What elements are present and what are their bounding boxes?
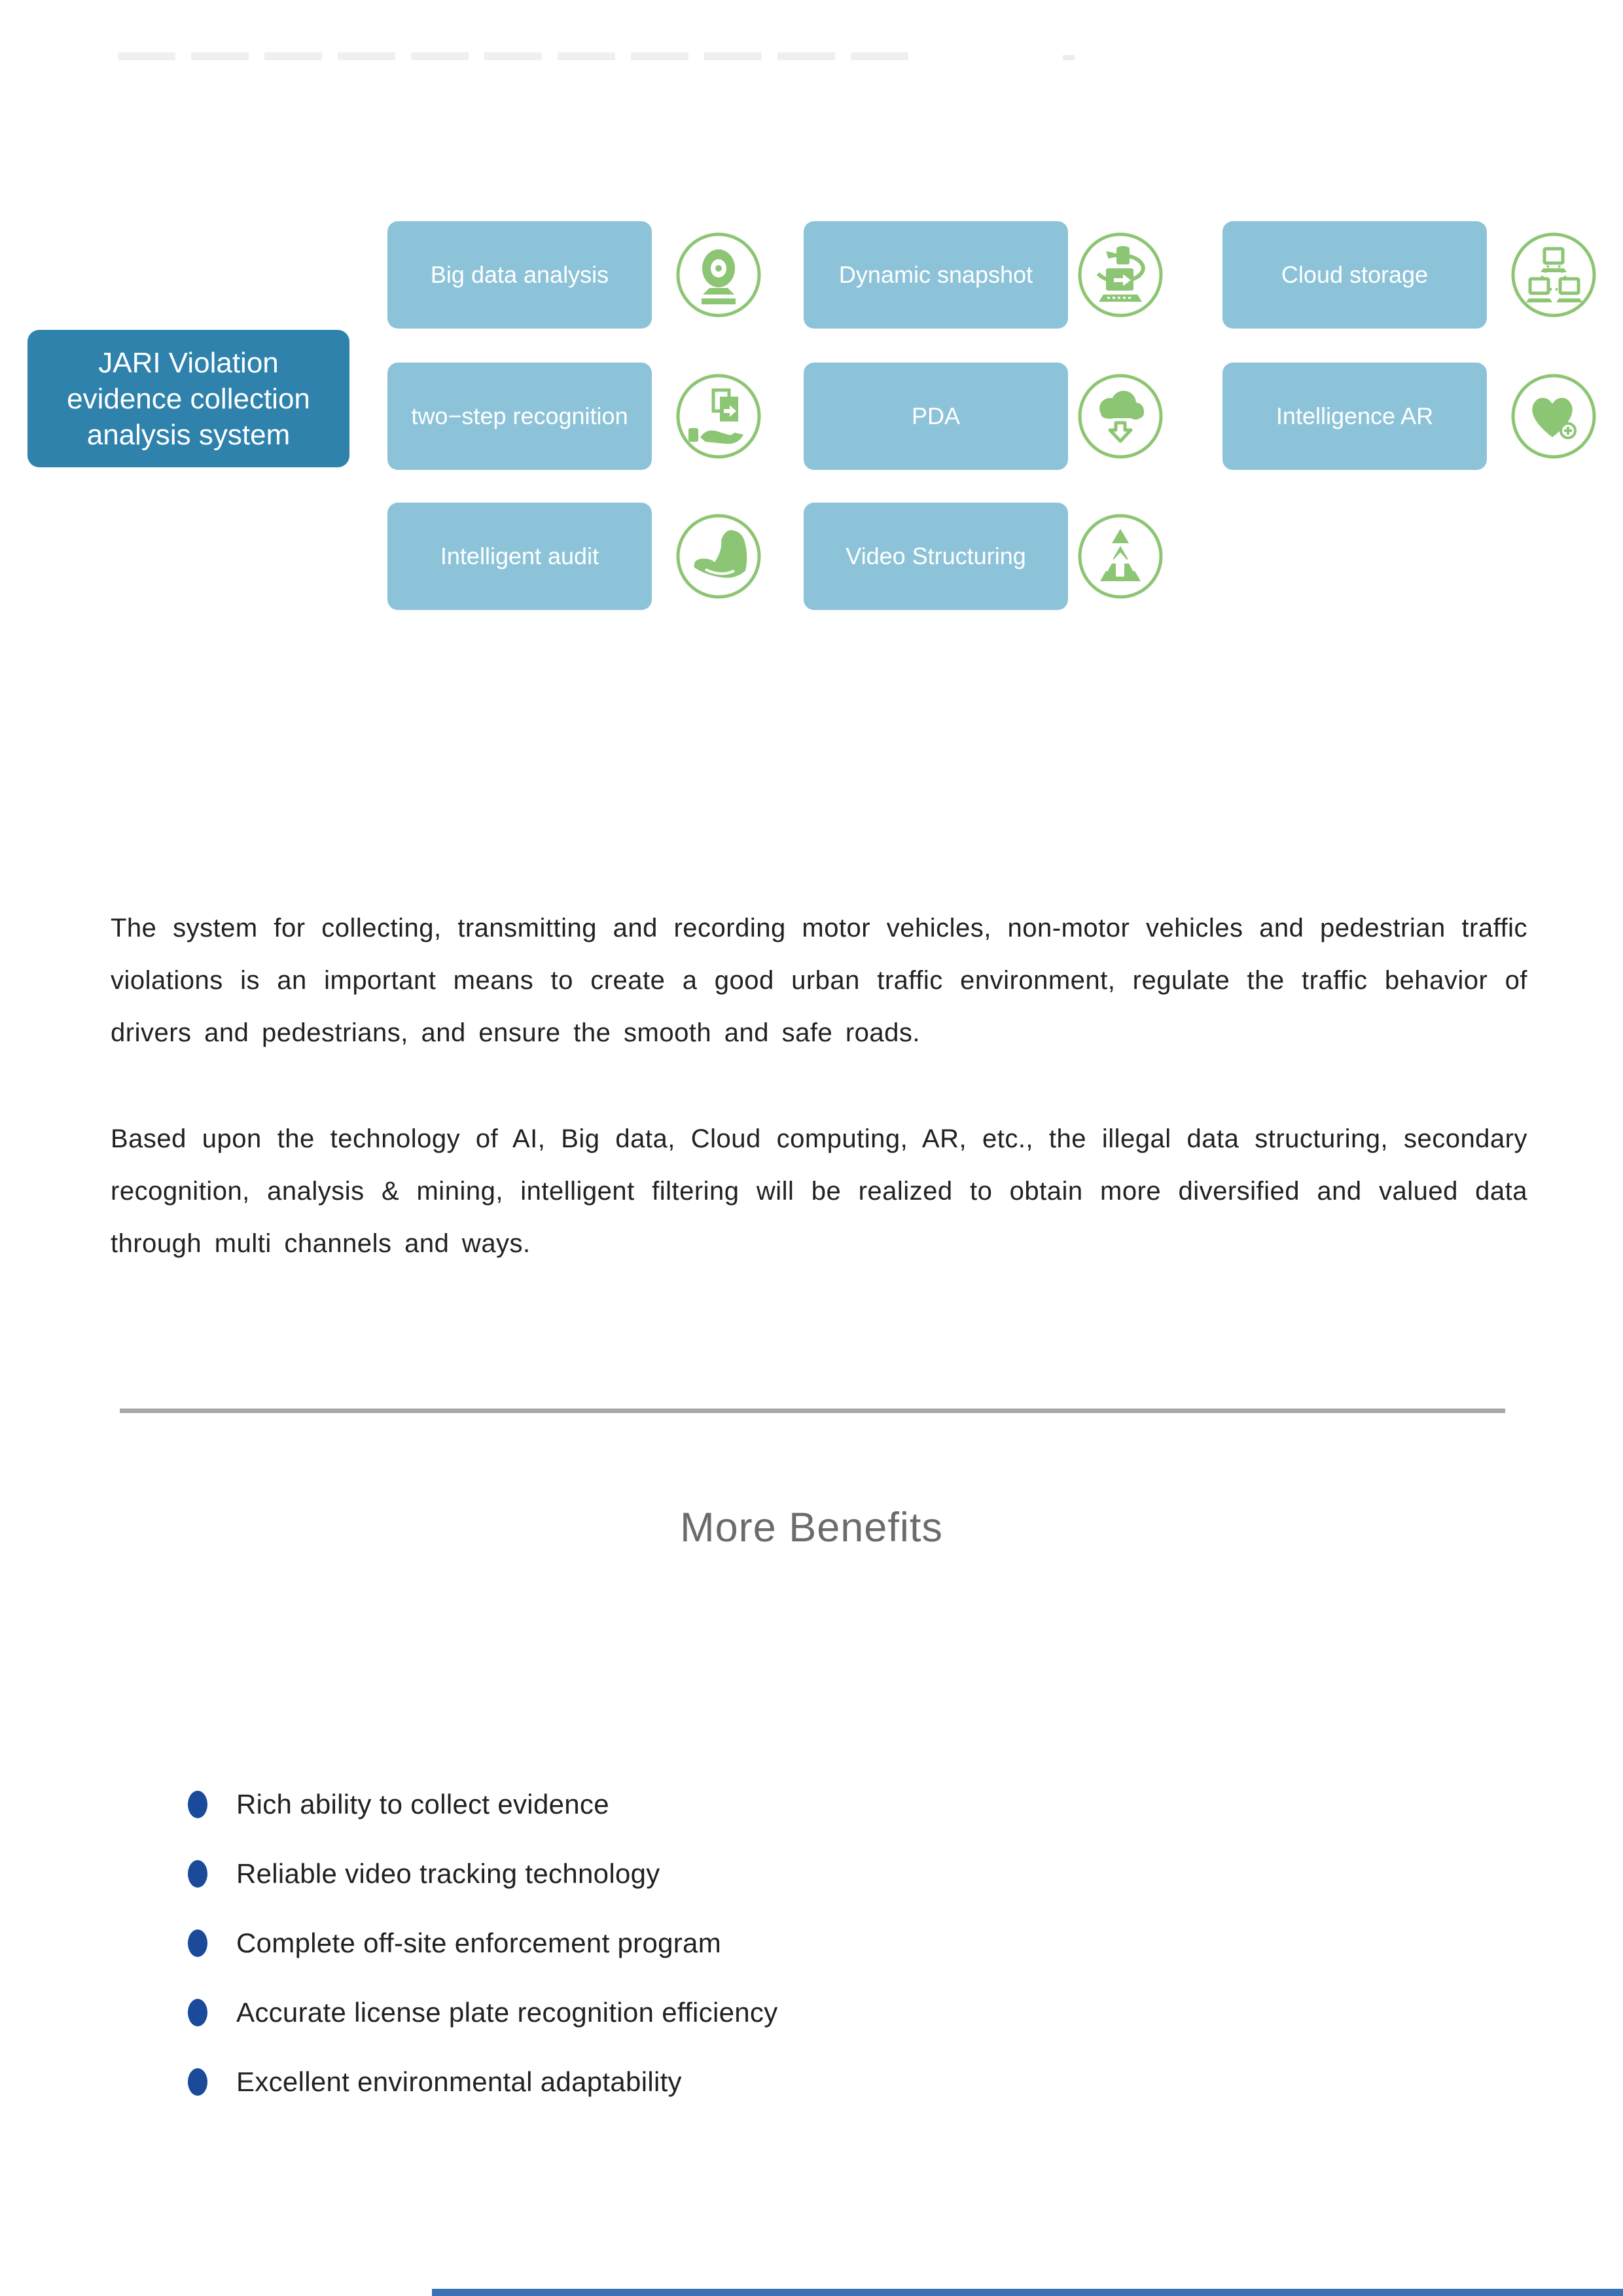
footer-accent-bar [432, 2289, 1623, 2296]
diagram-box-label: Video Structuring [846, 543, 1026, 569]
diagram-box-two-step-recognition [387, 363, 652, 470]
diagram-box-label: Dynamic snapshot [838, 261, 1033, 288]
muscle-arm-icon [675, 513, 762, 600]
diagram-root-box [27, 330, 349, 467]
diagram-box-label: Big data analysis [430, 261, 609, 288]
list-item [188, 1770, 1235, 1839]
technology-paragraph: Based upon the technology of AI, Big data, Cloud computing, AR, etc., the illegal data structuring, secondary recognition, analysis & mining, intelligent filtering will be realized to obtain more diversified and valued data through multi channels and ways. [111, 1124, 1527, 1258]
benefit-label: Rich ability to collect evidence [236, 1789, 609, 1820]
diagram-root-label: JARI Violation evidence collection analysis system [67, 346, 310, 451]
section-divider [120, 1408, 1505, 1413]
heart-plus-icon [1510, 373, 1597, 459]
bullet-icon [188, 1999, 207, 2026]
bullet-icon [188, 2068, 207, 2096]
diagram-box-intelligence-ar [1222, 363, 1487, 470]
list-item [188, 1839, 1235, 1909]
benefit-label: Reliable video tracking technology [236, 1858, 660, 1889]
intro-paragraph: The system for collecting, transmitting and recording motor vehicles, non-motor vehicles and pedestrian traffic violations is an important means to create a good urban traffic environment, regulate the traffic behavior of drivers and pedestrians, and ensure the smooth and safe roads. [111, 914, 1527, 1047]
webcam-icon [675, 232, 762, 318]
diagram-box-label: Intelligent audit [440, 543, 599, 569]
diagram-box-video-structuring [804, 503, 1068, 610]
diagram-box-label: PDA [911, 403, 961, 429]
list-item [188, 1978, 1235, 2047]
diagram-box-label: Cloud storage [1281, 261, 1429, 288]
benefits-heading: More Benefits [680, 1505, 943, 1551]
snapshot-rotate-icon [1077, 232, 1164, 318]
bullet-icon [188, 1860, 207, 1888]
benefit-label: Accurate license plate recognition efficiency [236, 1997, 778, 2028]
cloud-download-icon [1077, 373, 1164, 459]
bullet-icon [188, 1929, 207, 1957]
hand-document-icon [675, 373, 762, 459]
list-item [188, 2047, 1235, 2117]
benefit-label: Complete off-site enforcement program [236, 1928, 721, 1958]
clipped-header-text [118, 52, 913, 60]
diagram-box-big-data-analysis [387, 221, 652, 329]
structure-tree-icon [1077, 513, 1164, 600]
list-item [188, 1909, 1235, 1978]
diagram-box-label: two−step recognition [411, 403, 628, 429]
benefits-list [188, 1770, 1235, 2117]
clipped-header-fragment [1063, 55, 1075, 60]
diagram-box-intelligent-audit [387, 503, 652, 610]
diagram-box-label: Intelligence AR [1275, 403, 1434, 429]
diagram-box-pda [804, 363, 1068, 470]
benefit-label: Excellent environmental adaptability [236, 2066, 682, 2097]
diagram-box-dynamic-snapshot [804, 221, 1068, 329]
bullet-icon [188, 1791, 207, 1818]
network-computers-icon [1510, 232, 1597, 318]
diagram-box-cloud-storage [1222, 221, 1487, 329]
